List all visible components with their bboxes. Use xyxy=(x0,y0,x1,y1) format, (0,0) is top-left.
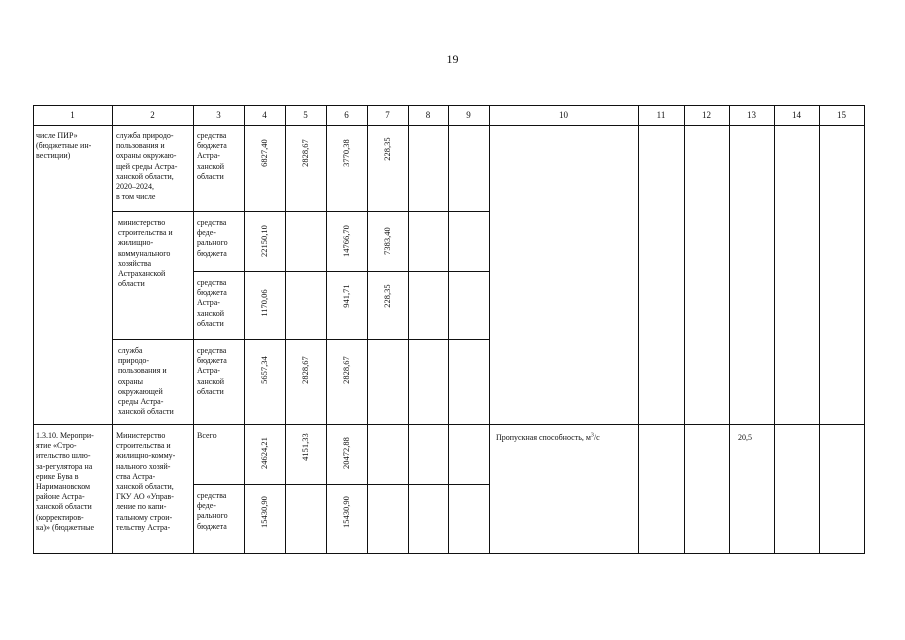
indicator-unit-sup: 3 xyxy=(590,432,594,439)
page-number: 19 xyxy=(446,52,459,66)
executor-cell: служба природо- пользования и охраны окружаю- щей среды Астра- ханской области, 2020–2024, в том числе xyxy=(116,131,178,202)
col-line xyxy=(326,105,327,554)
event-name-cell: 1.3.10. Меропри- ятие «Стро- ительство шлю- за-регулятора на ерике Бува в Наримановском районе Астра- ханской области (корректиров- ка)» (бюджетные xyxy=(36,431,95,532)
column-header: 6 xyxy=(344,110,349,120)
funding-source-cell: средства бюджета Астра- ханской области xyxy=(197,278,227,328)
value-col5: 2828,67 xyxy=(300,139,310,167)
value-col4: 24624,21 xyxy=(259,437,269,469)
col-line xyxy=(33,105,34,554)
col-line xyxy=(774,105,775,554)
row-line xyxy=(193,484,489,485)
col-line xyxy=(408,105,409,554)
col-line xyxy=(729,105,730,554)
value-col4: 1170,06 xyxy=(259,289,269,317)
col-line xyxy=(448,105,449,554)
column-header: 4 xyxy=(262,110,267,120)
col-line xyxy=(489,105,490,554)
column-header: 13 xyxy=(747,110,756,120)
row-line xyxy=(112,211,489,212)
indicator-text: Пропускная способность, м xyxy=(496,433,591,442)
funding-source-cell: Всего xyxy=(197,431,217,440)
col-line xyxy=(638,105,639,554)
column-header: 5 xyxy=(303,110,308,120)
col-line xyxy=(684,105,685,554)
value-col6: 15430,90 xyxy=(341,496,351,528)
indicator-name-cell xyxy=(496,433,636,443)
executor-cell: служба природо- пользования и охраны окружающей среды Астра- ханской области xyxy=(118,346,174,417)
column-header: 10 xyxy=(559,110,568,120)
column-header: 12 xyxy=(702,110,711,120)
executor-cell: Министерство строительства и жилищно-комму- нального хозяй- ства Астра- ханской области, ГКУ АО «Управ- ление по капи- тальному строи- тельству Астра- xyxy=(116,431,176,532)
value-col4: 5657,34 xyxy=(259,356,269,384)
col-line xyxy=(285,105,286,554)
funding-source-cell: средства бюджета Астра- ханской области xyxy=(197,131,227,181)
column-header: 2 xyxy=(150,110,155,120)
col-line xyxy=(112,105,113,554)
funding-source-cell: средства феде- рального бюджета xyxy=(197,491,228,531)
col-line xyxy=(244,105,245,554)
column-header: 8 xyxy=(425,110,431,120)
value-col6: 3770,38 xyxy=(341,139,351,167)
column-header: 9 xyxy=(466,110,471,120)
event-name-cell: числе ПИР» (бюджетные ин- вестиции) xyxy=(36,131,92,161)
value-col4: 6827,40 xyxy=(259,139,269,167)
value-col5: 4151,33 xyxy=(300,433,310,461)
column-header: 15 xyxy=(837,110,846,120)
row-line xyxy=(193,271,489,272)
value-col5: 2828,67 xyxy=(300,356,310,384)
value-col7: 228,35 xyxy=(382,137,392,161)
value-col6: 2828,67 xyxy=(341,356,351,384)
table-border-bottom xyxy=(33,553,865,554)
value-col4: 15430,90 xyxy=(259,496,269,528)
column-header: 11 xyxy=(656,110,666,120)
executor-cell: министерство строительства и жилищно- коммунального хозяйства Астраханской области xyxy=(118,218,173,289)
value-col6: 14766,70 xyxy=(341,225,351,257)
col-line xyxy=(864,105,865,554)
value-col7: 7383,40 xyxy=(382,227,392,255)
funding-source-cell: средства бюджета Астра- ханской области xyxy=(197,346,227,396)
value-col7: 228,35 xyxy=(382,284,392,308)
block-separator xyxy=(33,424,865,425)
value-col6: 941,71 xyxy=(341,284,351,308)
row-line xyxy=(112,339,489,340)
column-header: 7 xyxy=(385,110,390,120)
value-col4: 22150,10 xyxy=(259,225,269,257)
indicator-unit-tail: /с xyxy=(593,433,600,442)
value-col6: 20472,88 xyxy=(341,437,351,469)
col-line xyxy=(819,105,820,554)
column-header: 1 xyxy=(70,110,75,120)
col-line xyxy=(367,105,368,554)
funding-source-cell: средства феде- рального бюджета xyxy=(197,218,228,258)
col-line xyxy=(193,105,194,554)
indicator-value-cell: 20,5 xyxy=(738,433,752,442)
header-separator xyxy=(33,125,865,126)
column-header: 3 xyxy=(216,110,221,120)
column-header: 14 xyxy=(792,110,801,120)
